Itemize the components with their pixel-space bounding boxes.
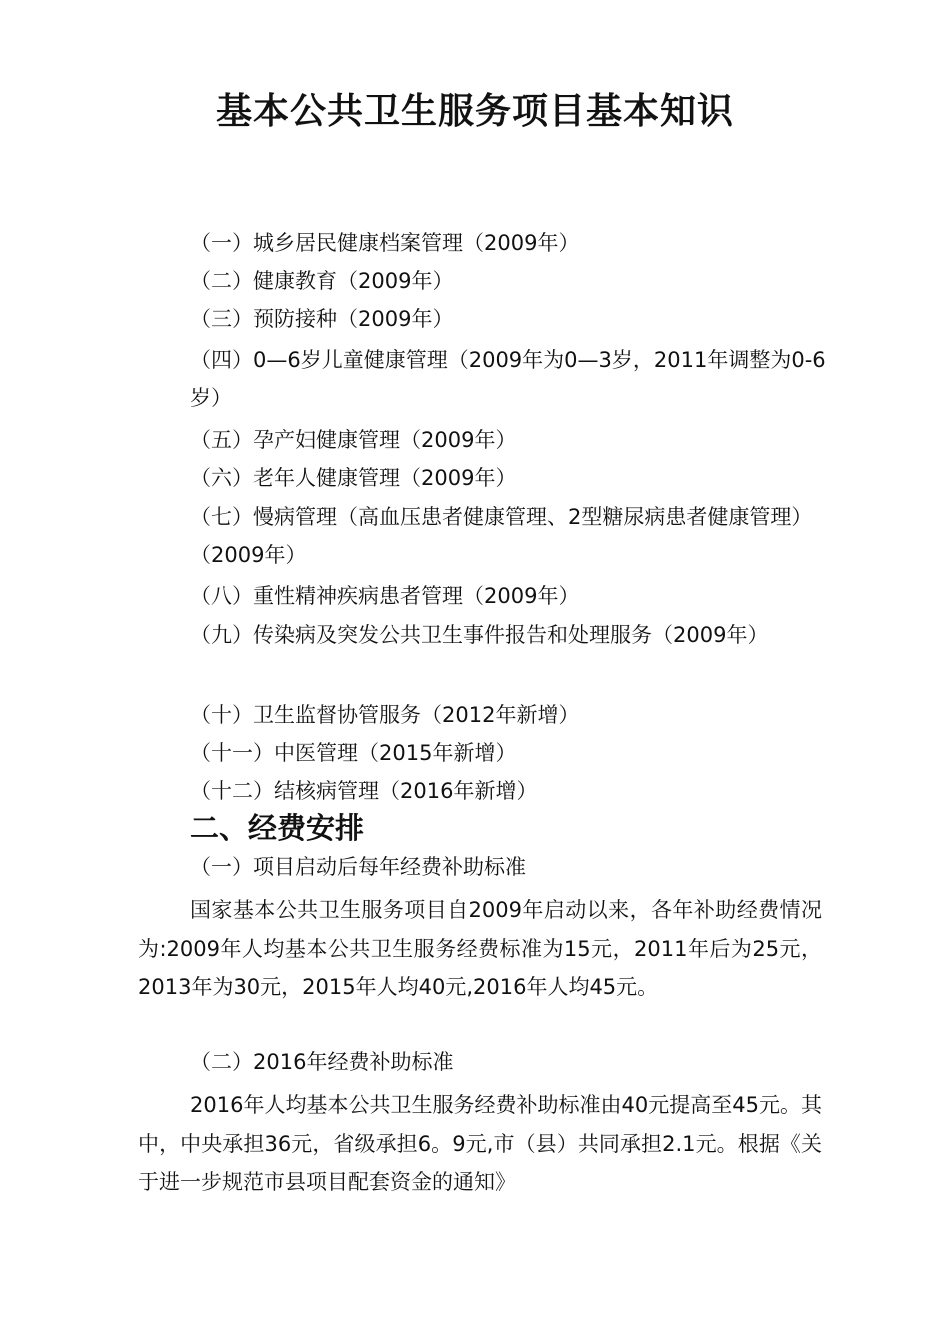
list-item-11: （十一）中医管理（2015年新增）	[190, 741, 517, 765]
list-item-1: （一）城乡居民健康档案管理（2009年）	[190, 231, 580, 255]
list-item-2: （二）健康教育（2009年）	[190, 269, 454, 293]
subheading-annual-standard: （一）项目启动后每年经费补助标准	[190, 855, 526, 879]
paragraph-2016-funding: 2016年人均基本公共卫生服务经费补助标准由40元提高至45元。其中，中央承担36元，省级承担6。9元,市（县）共同承担2.1元。根据《关于进一步规范市县项目配套资金的通知》	[138, 1093, 822, 1194]
list-item-12: （十二）结核病管理（2016年新增）	[190, 779, 538, 803]
list-item-5: （五）孕产妇健康管理（2009年）	[190, 428, 517, 452]
paragraph-funding-history: 国家基本公共卫生服务项目自2009年启动以来，各年补助经费情况为:2009年人均基本公共卫生服务经费标准为15元，2011年后为25元，2013年为30元，2015年人均40元,2016年人均45元。	[138, 898, 822, 999]
list-item-7: （七）慢病管理（高血压患者健康管理、2型糖尿病患者健康管理）（2009年）	[190, 505, 813, 567]
list-item-8: （八）重性精神疾病患者管理（2009年）	[190, 584, 580, 608]
subheading-2016-standard: （二）2016年经费补助标准	[190, 1050, 454, 1074]
section-heading-funding: 二、经费安排	[190, 811, 365, 845]
list-item-10: （十）卫生监督协管服务（2012年新增）	[190, 703, 580, 727]
list-item-3: （三）预防接种（2009年）	[190, 307, 454, 331]
list-item-6: （六）老年人健康管理（2009年）	[190, 466, 517, 490]
list-item-9: （九）传染病及突发公共卫生事件报告和处理服务（2009年）	[190, 623, 769, 647]
document-title: 基本公共卫生服务项目基本知识	[215, 91, 734, 132]
list-item-4: （四）0—6岁儿童健康管理（2009年为0—3岁，2011年调整为0-6岁）	[190, 348, 826, 410]
